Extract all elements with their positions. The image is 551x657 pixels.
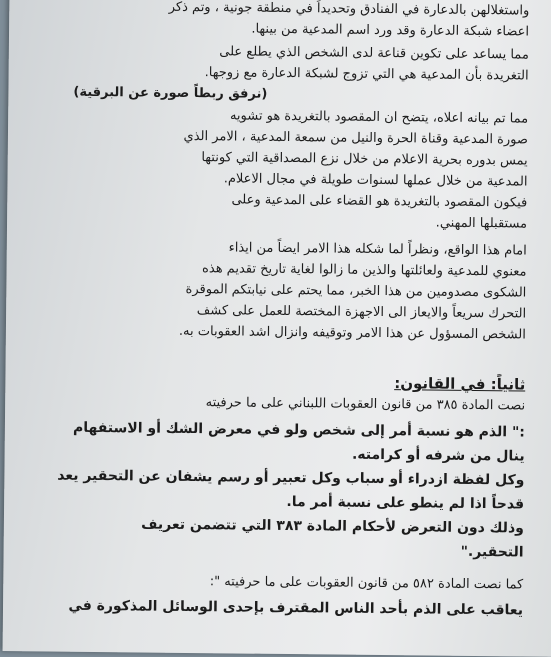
attachment-note: (نرفق ربطاً صورة عن البرقية)	[73, 84, 268, 102]
text-line: مما يساعد على تكوين قناعة لدى الشخص الذي يطلع على	[219, 44, 529, 63]
paragraph-3	[72, 104, 528, 193]
text-line: يعاقب على الذم بأحد الناس المقترف بإحدى الوسائل المذكورة في	[68, 597, 524, 619]
text-line: المدعية من خلال عملها لسنوات طويلة في مجال الاعلام.	[223, 171, 528, 190]
text-line: فيكون المقصود بالتغريدة هو القضاء على المدعية وعلى	[231, 192, 528, 211]
law2-intro: كما نصت المادة ٥٨٢ من قانون العقوبات على ما حرفيته ":	[209, 574, 524, 593]
text-line: امام هذا الواقع، ونظراً لما شكله هذا الامر ايضاً من ايذاء	[228, 240, 527, 259]
text-line: التغريدة بأن المدعية هي التي تزوج لشبكة الدعارة مع زوجها.	[204, 65, 529, 84]
paragraph-5	[71, 236, 527, 346]
text-line: صورة المدعية وقناة الحرة والنيل من سمعة المدعية ، الامر الذي	[183, 128, 529, 148]
law-section	[55, 370, 525, 417]
document-page	[3, 0, 551, 657]
text-line: واستغلالهن بالدعارة في الفنادق وتحديداً في منطقة جونية ، وتم ذكر	[168, 0, 530, 19]
text-line: التحرك سريعاً والايعاز الى الاجهزة المختصة للعمل على كشف	[196, 303, 527, 322]
text-line: يمس بدوره بحرية الاعلام من خلال نزع المصداقية التي كونتها	[201, 150, 528, 169]
text-line: اعضاء شبكة الدعارة وقد ورد اسم المدعية من بينها.	[251, 21, 530, 40]
text-line: التحقير."	[460, 543, 524, 561]
text-line: وكل لفظة ازدراء أو سباب وكل تعبير أو رسم يشفان عن التحقير يعد	[57, 467, 525, 489]
law-quote	[44, 415, 525, 564]
text-line: :" الذم هو نسبة أمر إلى شخص ولو في معرض الشك أو الاستفهام	[72, 419, 525, 441]
text-line: ينال من شرفه أو كرامته.	[351, 446, 525, 465]
text-line: الشكوى مصدومين من هذا الخبر، مما يحتم على نيابتكم الموقرة	[185, 281, 527, 301]
text-line: مما تم بيانه اعلاه، يتضح ان المقصود بالتغريدة هو تشويه	[229, 108, 529, 127]
law-intro: نصت المادة ٣٨٥ من قانون العقوبات اللبناني على ما حرفيته	[205, 395, 526, 414]
paragraph-4	[72, 188, 527, 235]
text-line: مستقبلها المهني.	[435, 215, 528, 232]
text-line: الشخص المسؤول عن هذا الامر وتوقيفه وانزال اشد العقوبات به.	[178, 323, 526, 343]
text-line: قدحاً اذا لم ينطو على نسبة أمر ما.	[286, 494, 525, 513]
paragraph-2	[73, 40, 529, 108]
law2-intro-block	[53, 570, 523, 596]
text-line: وذلك دون التعرض لأحكام المادة ٣٨٣ التي تتضمن تعريف	[141, 516, 524, 537]
text-line: معنوي للمدعية ولعائلتها والذين ما زالوا لغاية تاريخ تقديم هذه	[202, 261, 527, 280]
section-heading: ثانياً: في القانون:	[394, 374, 526, 394]
law2-quote	[33, 593, 523, 622]
paragraph-1	[74, 0, 529, 43]
